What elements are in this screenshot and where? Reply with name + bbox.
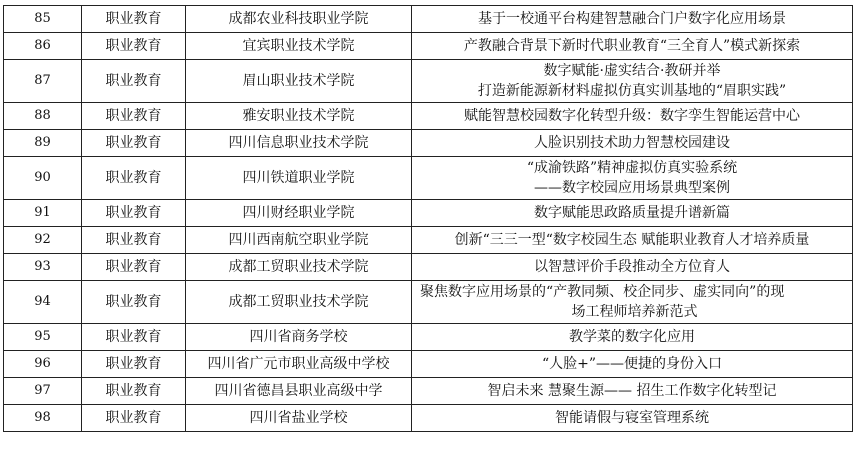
row-number: 95 [4, 324, 82, 351]
project-line: 聚焦数字应用场景的“产教同频、校企同步、虚实同向”的现 [420, 284, 785, 300]
category-cell: 职业教育 [82, 60, 186, 103]
project-line: 智启未来 慧聚生源—— 招生工作数字化转型记 [487, 383, 777, 399]
school-cell: 成都工贸职业技术学院 [186, 254, 412, 281]
table-row [4, 227, 853, 254]
project-line: 赋能智慧校园数字化转型升级：数字孪生智能运营中心 [464, 108, 800, 124]
table-row [4, 378, 853, 405]
school-cell: 四川西南航空职业学院 [186, 227, 412, 254]
project-cell [412, 227, 853, 254]
table-row [4, 103, 853, 130]
table-row [4, 351, 853, 378]
school-cell: 宜宾职业技术学院 [186, 33, 412, 60]
project-cell [412, 378, 853, 405]
project-cell [412, 60, 853, 103]
table-row [4, 60, 853, 103]
project-line: 打造新能源新材料虚拟仿真实训基地的“眉职实践” [477, 83, 787, 99]
project-line: 场工程师培养新范式 [571, 304, 698, 320]
project-cell [412, 6, 853, 33]
row-number: 96 [4, 351, 82, 378]
table-row [4, 281, 853, 324]
table-row [4, 200, 853, 227]
category-cell: 职业教育 [82, 227, 186, 254]
project-line: 数字赋能思政路质量提升谱新篇 [534, 205, 730, 221]
table-body [4, 6, 853, 432]
table-row [4, 33, 853, 60]
project-line: 人脸识别技术助力智慧校园建设 [534, 135, 730, 151]
school-cell: 眉山职业技术学院 [186, 60, 412, 103]
project-cell [412, 200, 853, 227]
project-cell [412, 33, 853, 60]
category-cell: 职业教育 [82, 157, 186, 200]
project-cell [412, 103, 853, 130]
school-cell: 雅安职业技术学院 [186, 103, 412, 130]
school-cell: 四川省盐业学校 [186, 405, 412, 432]
row-number: 90 [4, 157, 82, 200]
table-row [4, 324, 853, 351]
school-cell: 成都农业科技职业学院 [186, 6, 412, 33]
project-line: ——数字校园应用场景典型案例 [534, 180, 730, 196]
category-cell: 职业教育 [82, 103, 186, 130]
project-line: “人脸+”——便捷的身份入口 [541, 356, 723, 372]
category-cell: 职业教育 [82, 200, 186, 227]
project-line: 数字赋能·虚实结合·教研并举 [543, 63, 721, 79]
project-cell [412, 281, 853, 324]
row-number: 85 [4, 6, 82, 33]
school-cell: 四川省商务学校 [186, 324, 412, 351]
row-number: 88 [4, 103, 82, 130]
category-cell: 职业教育 [82, 130, 186, 157]
category-cell: 职业教育 [82, 254, 186, 281]
row-number: 98 [4, 405, 82, 432]
table-row [4, 6, 853, 33]
category-cell: 职业教育 [82, 6, 186, 33]
school-cell: 成都工贸职业技术学院 [186, 281, 412, 324]
project-line: 基于一校通平台构建智慧融合门户数字化应用场景 [478, 11, 786, 27]
school-cell: 四川财经职业学院 [186, 200, 412, 227]
category-cell: 职业教育 [82, 281, 186, 324]
category-cell: 职业教育 [82, 33, 186, 60]
school-cell: 四川省广元市职业高级中学校 [186, 351, 412, 378]
row-number: 86 [4, 33, 82, 60]
project-cell [412, 405, 853, 432]
row-number: 92 [4, 227, 82, 254]
table-row [4, 130, 853, 157]
project-line: 创新“三三一型“数字校园生态 赋能职业教育人才培养质量 [454, 232, 810, 248]
project-cell [412, 254, 853, 281]
school-cell: 四川信息职业技术学院 [186, 130, 412, 157]
category-cell: 职业教育 [82, 351, 186, 378]
category-cell: 职业教育 [82, 405, 186, 432]
table-row [4, 254, 853, 281]
row-number: 87 [4, 60, 82, 103]
school-cell: 四川省德昌县职业高级中学 [186, 378, 412, 405]
project-line: “成渝铁路”精神虚拟仿真实验系统 [526, 160, 738, 176]
category-cell: 职业教育 [82, 378, 186, 405]
project-cell [412, 351, 853, 378]
row-number: 89 [4, 130, 82, 157]
case-table [3, 5, 853, 432]
category-cell: 职业教育 [82, 324, 186, 351]
project-line: 产教融合背景下新时代职业教育“三全育人”模式新探索 [463, 38, 801, 54]
project-cell [412, 130, 853, 157]
project-line: 教学菜的数字化应用 [569, 329, 695, 345]
row-number: 97 [4, 378, 82, 405]
school-cell: 四川铁道职业学院 [186, 157, 412, 200]
project-cell [412, 324, 853, 351]
project-line: 以智慧评价手段推动全方位育人 [534, 259, 730, 275]
project-cell [412, 157, 853, 200]
row-number: 94 [4, 281, 82, 324]
table-row [4, 157, 853, 200]
row-number: 93 [4, 254, 82, 281]
row-number: 91 [4, 200, 82, 227]
project-line: 智能请假与寝室管理系统 [555, 410, 709, 426]
table-row [4, 405, 853, 432]
